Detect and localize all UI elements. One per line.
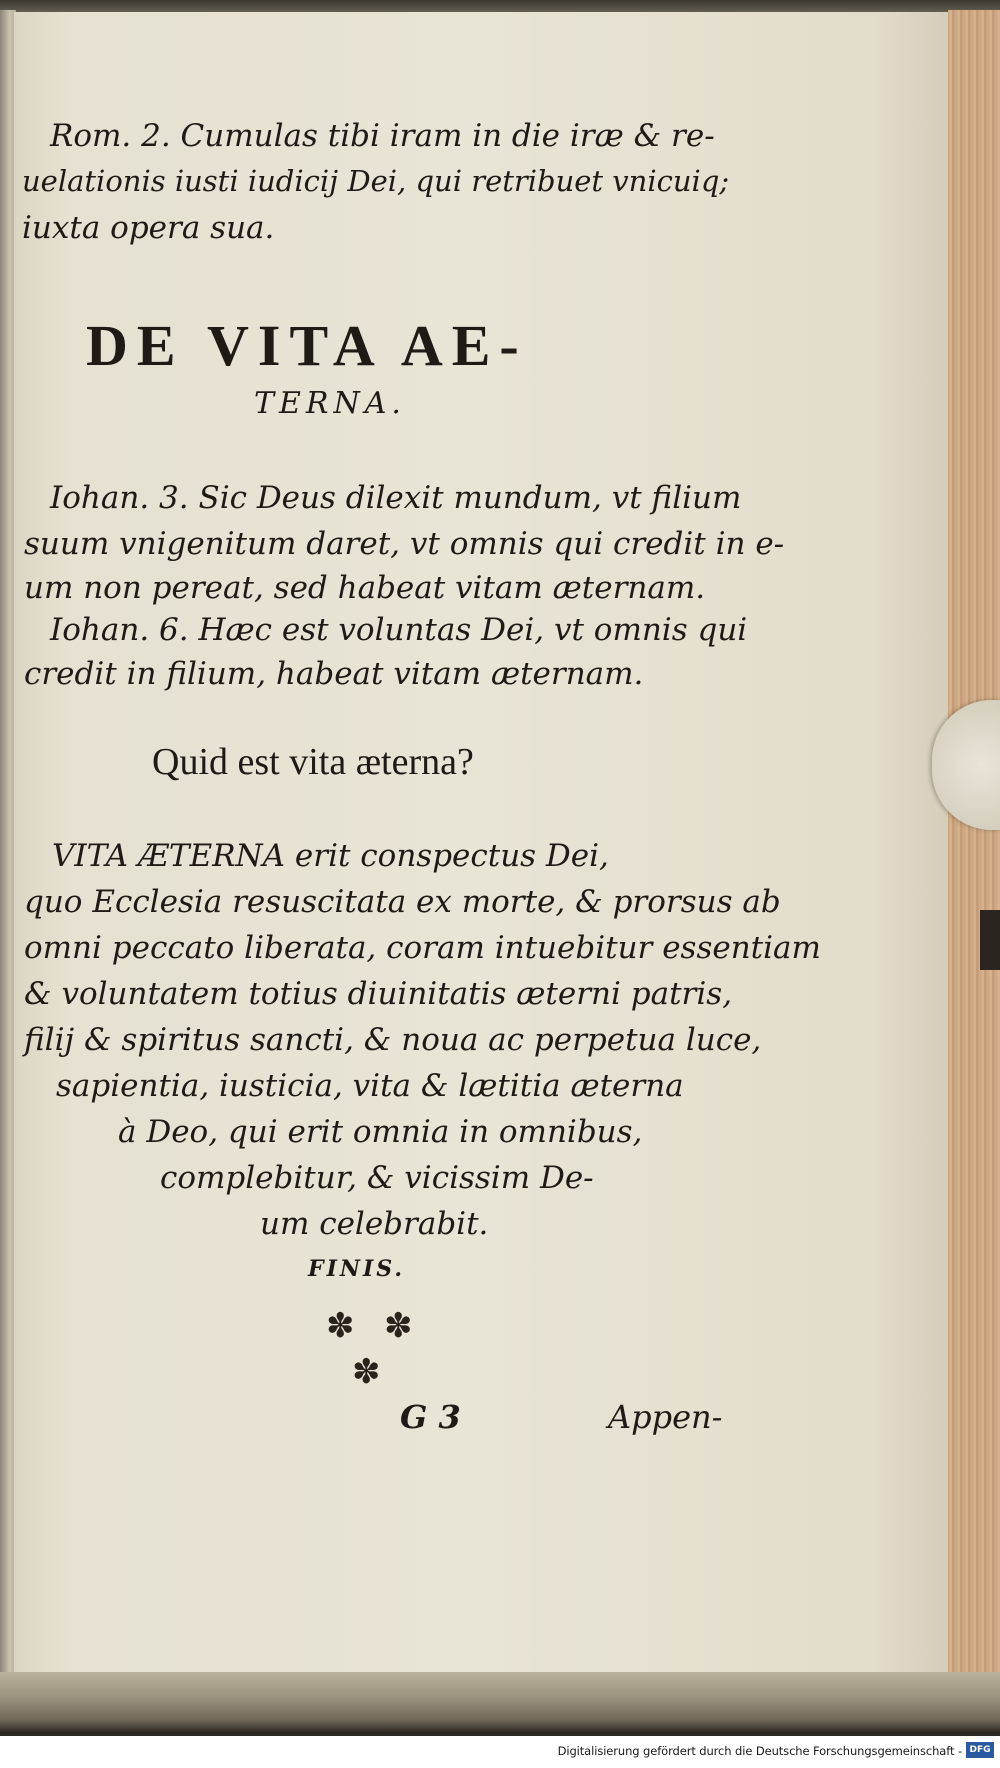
section-title-line-1: DE VITA AE- <box>86 313 528 378</box>
dfg-logo: DFG <box>966 1742 994 1758</box>
footer-bar <box>0 1736 1000 1768</box>
page-fore-edge <box>948 10 1000 1680</box>
signature-mark: G 3 <box>400 1398 461 1436</box>
section-title-line-2: TERNA. <box>254 386 406 421</box>
answer-line-1: VITA ÆTERNA erit conspectus Dei, <box>52 838 609 874</box>
scripture-line-1: Iohan. 3. Sic Deus dilexit mundum, vt filium <box>50 480 742 516</box>
top-citation-line-1: Rom. 2. Cumulas tibi iram in die iræ & re- <box>50 118 715 154</box>
edge-mark <box>980 910 1000 970</box>
question-heading: Quid est vita æterna? <box>152 741 474 783</box>
answer-line-9: um celebrabit. <box>260 1206 489 1242</box>
fleuron-ornament-icon: ✽ <box>384 1306 413 1346</box>
answer-line-3: omni peccato liberata, coram intuebitur essentiam <box>24 930 821 966</box>
scripture-line-3: um non pereat, sed habeat vitam æternam. <box>24 570 706 606</box>
answer-line-5: filij & spiritus sancti, & noua ac perpetua luce, <box>24 1022 762 1058</box>
fleuron-ornament-icon: ✽ <box>326 1306 355 1346</box>
answer-line-6: sapientia, iusticia, vita & lætitia æterna <box>56 1068 684 1104</box>
finis-label: FINIS. <box>308 1256 406 1282</box>
scripture-line-2: suum vnigenitum daret, vt omnis qui credit in e- <box>24 526 785 562</box>
answer-line-4: & voluntatem totius diuinitatis æterni patris, <box>24 976 733 1012</box>
fleuron-ornament-icon: ✽ <box>352 1352 381 1392</box>
answer-line-7: à Deo, qui erit omnia in omnibus, <box>118 1114 643 1150</box>
catchword: Appen- <box>608 1398 723 1436</box>
answer-line-2: quo Ecclesia resuscitata ex morte, & prorsus ab <box>24 884 781 920</box>
top-citation-line-2: uelationis iusti iudicij Dei, qui retribuet vnicuiq; <box>22 164 730 198</box>
book-bottom-edge <box>0 1672 1000 1732</box>
top-citation-line-3: iuxta opera sua. <box>22 210 275 246</box>
scripture-line-4: Iohan. 6. Hæc est voluntas Dei, vt omnis qui <box>50 612 748 648</box>
answer-line-8: complebitur, & vicissim De- <box>160 1160 594 1196</box>
footer-credit: Digitalisierung gefördert durch die Deutsche Forschungsgemeinschaft - <box>557 1744 962 1758</box>
scripture-line-5: credit in filium, habeat vitam æternam. <box>24 656 644 692</box>
